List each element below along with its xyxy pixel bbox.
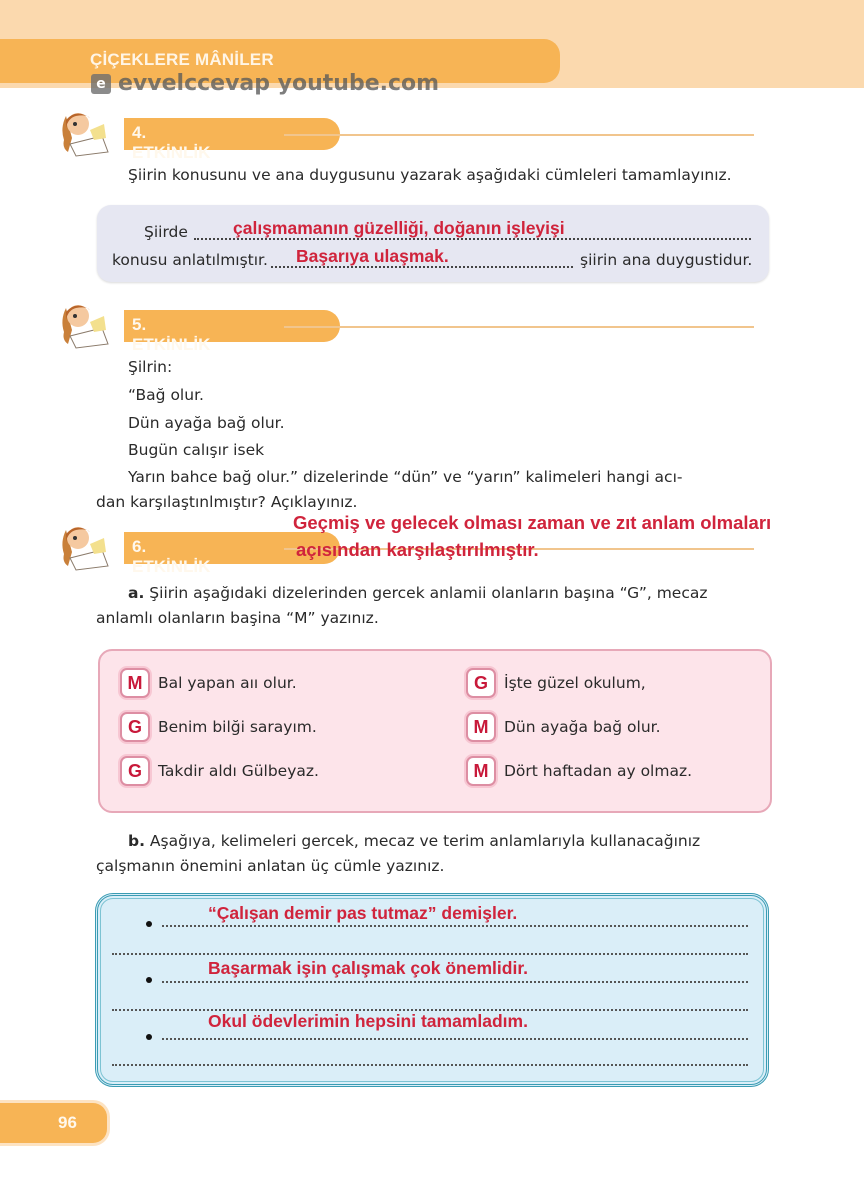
list-item xyxy=(120,668,297,698)
blank-line[interactable] xyxy=(162,981,748,983)
part-b-label: b. xyxy=(128,832,145,850)
activity-5-answer-line2: açısından karşılaştırılmıştır. xyxy=(296,539,539,560)
activity-4-instruction: Şiirin konusunu ve ana duygusunu yazarak aşağıdaki cümleleri tamamlayınız. xyxy=(128,166,732,184)
sentence-answer: Okul ödevlerimin hepsini tamamladım. xyxy=(208,1011,528,1031)
activity-5-answer-line1: Geçmiş ve gelecek olması zaman ve zıt anlam olmaları xyxy=(293,512,772,533)
answer-badge[interactable]: G xyxy=(466,668,496,698)
line1-prefix: Şiirde xyxy=(144,223,188,241)
list-item xyxy=(120,756,319,786)
list-item xyxy=(466,668,646,698)
blank-line[interactable] xyxy=(162,925,748,927)
divider-line xyxy=(284,326,754,328)
watermark-text: evvelccevap youtube.com xyxy=(118,71,440,96)
activity-4-answer-box xyxy=(97,205,769,282)
bullet-icon xyxy=(146,921,152,927)
item-text: Dört haftadan ay olmaz. xyxy=(504,762,693,780)
poem-question: Yarın bahce bağ olur.” dizelerinde “dün” ve “yarın” kalimeleri hangi acı- xyxy=(128,468,683,486)
page-number: 96 xyxy=(58,1113,77,1132)
girl-reading-icon xyxy=(56,522,120,572)
poem-line: “Bağ olur. xyxy=(128,386,204,404)
divider-line xyxy=(284,134,754,136)
blank-line[interactable] xyxy=(162,1038,748,1040)
list-item xyxy=(466,712,661,742)
answer-badge[interactable]: M xyxy=(466,756,496,786)
chapter-title: ÇİÇEKLERE MÂNİLER xyxy=(90,50,274,69)
list-item xyxy=(466,756,692,786)
page-number-pill xyxy=(0,1103,107,1143)
part-b-line2: çalşmanın önemini anlatan üç cümle yazınız. xyxy=(96,857,445,875)
answer-emotion: Başarıya ulaşmak. xyxy=(296,246,449,266)
part-a-label: a. xyxy=(128,584,145,602)
poem-line: Dün ayağa bağ olur. xyxy=(128,414,285,432)
sentence-answer: Başarmak işin çalışmak çok önemlidir. xyxy=(208,958,529,978)
item-text: Dün ayağa bağ olur. xyxy=(504,718,661,736)
blank-line[interactable] xyxy=(112,1064,748,1066)
girl-reading-icon xyxy=(56,300,120,350)
girl-reading-icon xyxy=(56,108,120,158)
e-logo-icon: e xyxy=(91,74,111,94)
activity-4-title: 4. ETKİNLİK xyxy=(132,123,211,162)
part-a-line1: a. Şiirin aşağıdaki dizelerinden gercek anlamii olanların başına “G”, mecaz xyxy=(128,584,708,602)
poem-question-cont: dan karşılaştınlmıştır? Açıklayınız. xyxy=(96,493,358,511)
activity-6-title: 6. ETKİNLİK xyxy=(132,537,211,576)
item-text: Takdir aldı Gülbeyaz. xyxy=(158,762,319,780)
item-text: İşte güzel okulum, xyxy=(504,674,646,692)
blank-line[interactable] xyxy=(112,953,748,955)
answer-topic: çalışmamanın güzelliği, doğanın işleyişi xyxy=(233,218,565,238)
poem-line: Bugün calışır isek xyxy=(128,441,265,459)
activity-5-title: 5. ETKİNLİK xyxy=(132,315,211,354)
poem-line: Şilrin: xyxy=(128,358,173,376)
item-text: Benim bilği sarayım. xyxy=(158,718,317,736)
watermark xyxy=(91,71,439,96)
sentence-answer: “Çalışan demir pas tutmaz” demişler. xyxy=(208,903,518,923)
answer-badge[interactable]: M xyxy=(120,668,150,698)
list-item xyxy=(120,712,317,742)
bullet-icon xyxy=(146,977,152,983)
answer-badge[interactable]: M xyxy=(466,712,496,742)
bullet-icon xyxy=(146,1034,152,1040)
item-text: Bal yapan aıı olur. xyxy=(158,674,297,692)
answer-badge[interactable]: G xyxy=(120,712,150,742)
part-b-line1: b. Aşağıya, kelimeleri gercek, mecaz ve terim anlamlarıyla kullanacağınız xyxy=(128,832,701,850)
line2-prefix: konusu anlatılmıştır. xyxy=(112,251,268,269)
line2-suffix: şiirin ana duygustidur. xyxy=(580,251,753,269)
answer-badge[interactable]: G xyxy=(120,756,150,786)
part-a-line2: anlamlı olanların başina “M” yazınız. xyxy=(96,609,379,627)
